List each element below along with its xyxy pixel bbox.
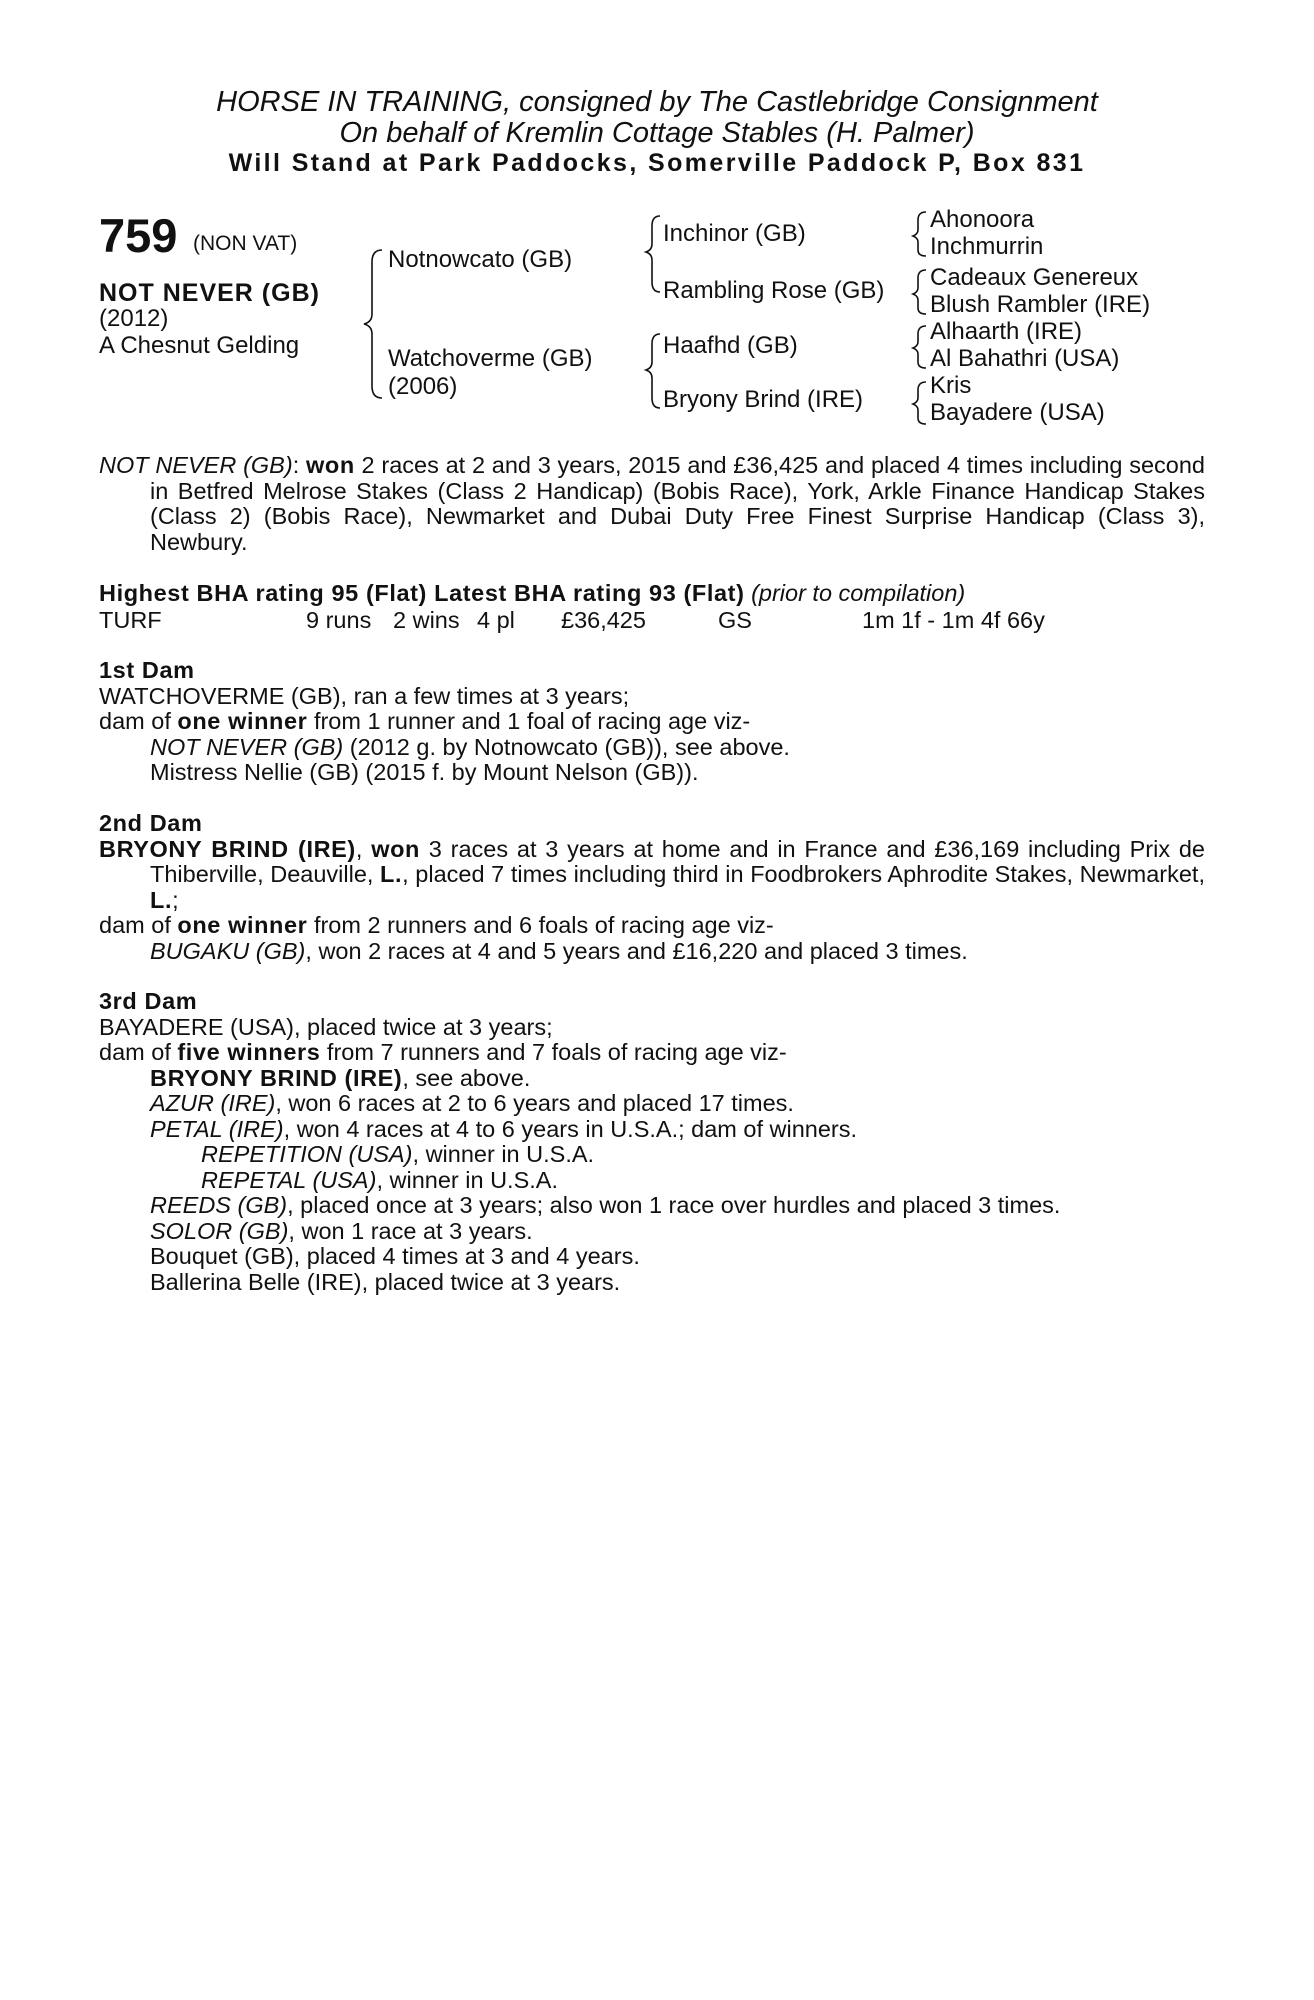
dam-year: (2006) [388, 373, 458, 400]
lot-number: 759 [99, 209, 178, 262]
sire: Notnowcato (GB) [388, 246, 573, 273]
third-dam-produce-3: PETAL (IRE), won 4 races at 4 to 6 years in U.S.A.; dam of winners. [150, 1115, 858, 1142]
stats-surface: TURF [99, 607, 162, 633]
second-dam-section [99, 811, 1205, 964]
pedigree-braces [0, 0, 1314, 440]
stats-wins: 2 wins [393, 607, 460, 633]
third-dam-produce-1: BRYONY BRIND (IRE), see above. [150, 1064, 531, 1091]
third-dam-produce-2: AZUR (IRE), won 6 races at 2 to 6 years and placed 17 times. [150, 1090, 794, 1116]
second-dam-produce-1: BUGAKU (GB), won 2 races at 4 and 5 years and £16,220 and placed 3 times. [150, 937, 968, 964]
third-dam-grandproduce-2: REPETAL (USA), winner in U.S.A. [201, 1166, 558, 1193]
first-dam-produce-1: NOT NEVER (GB) (2012 g. by Notnowcato (GB)), see above. [150, 733, 790, 760]
horse-description: A Chesnut Gelding [99, 332, 300, 359]
first-dam-section [99, 658, 1205, 786]
horse-name: NOT NEVER (GB) [99, 279, 320, 307]
first-dam-produce-2: Mistress Nellie (GB) (2015 f. by Mount Nelson (GB)). [150, 759, 699, 785]
dam-line-brace [646, 334, 660, 408]
third-dam-produce-6: Bouquet (GB), placed 4 times at 3 and 4 years. [150, 1243, 640, 1269]
foaling-year: (2012) [99, 305, 169, 332]
stats-runs: 9 runs [306, 607, 372, 633]
gg-inchmurrin: Inchmurrin [930, 233, 1044, 260]
third-dam-section [99, 989, 1205, 1295]
gg-kris: Kris [930, 372, 972, 399]
rambling-rose-brace [913, 270, 926, 314]
sire-dam: Rambling Rose (GB) [663, 277, 885, 304]
third-dam-produce-7: Ballerina Belle (IRE), placed twice at 3 years. [150, 1268, 621, 1295]
first-dam-line: WATCHOVERME (GB), ran a few times at 3 years; [99, 682, 630, 709]
bha-rating [99, 581, 1205, 607]
sire-line-brace [646, 216, 660, 292]
third-dam-produce-4: REEDS (GB), placed once at 3 years; also won 1 race over hurdles and placed 3 times. [150, 1192, 1061, 1218]
first-dam-produce-line: dam of one winner from 1 runner and 1 foal of racing age viz- [99, 708, 751, 734]
vat-status: (NON VAT) [193, 232, 298, 255]
stats-going: GS [718, 607, 752, 633]
third-dam-title: 3rd Dam [99, 988, 198, 1014]
third-dam-line: BAYADERE (USA), placed twice at 3 years; [99, 1013, 553, 1040]
rating-bold: Highest BHA rating 95 (Flat) Latest BHA rating 93 (Flat) [99, 580, 745, 606]
second-dam-title: 2nd Dam [99, 810, 203, 836]
on-behalf-heading: On behalf of Kremlin Cottage Stables (H. Palmer) [339, 117, 975, 149]
haafhd-brace [913, 326, 926, 368]
second-dam-record: BRYONY BRIND (IRE), won 3 races at 3 years at home and in France and £36,169 including Prix de Thiberville, Deauville, L., placed 7 times including third in Foodbrokers Aphrodite Stakes, Newmarket, L.; [99, 835, 1206, 913]
sire-dam-brace [364, 250, 382, 398]
gg-blush-rambler: Blush Rambler (IRE) [930, 291, 1151, 318]
inchinor-brace [913, 212, 926, 256]
summary-horse-name: NOT NEVER (GB) [99, 452, 293, 478]
gg-ahonoora: Ahonoora [930, 206, 1035, 233]
bryony-brind-brace [913, 382, 926, 424]
sire-sire: Inchinor (GB) [663, 220, 806, 247]
consignor-heading: HORSE IN TRAINING, consigned by The Castlebridge Consignment [216, 86, 1098, 118]
rating-note: (prior to compilation) [751, 580, 966, 606]
third-dam-produce-line: dam of five winners from 7 runners and 7 foals of racing age viz- [99, 1039, 787, 1065]
second-dam-produce-line: dam of one winner from 2 runners and 6 foals of racing age viz- [99, 912, 774, 938]
stats-placed: 4 pl [477, 607, 515, 633]
race-summary: NOT NEVER (GB): won 2 races at 2 and 3 years, 2015 and £36,425 and placed 4 times including second in Betfred Melrose Stakes (Class 2 Handicap) (Bobis Race), York, Arkle Finance Handicap Stakes (Class 2) (Bobis Race), Newmarket and Dubai Duty Free Finest Surprise Handicap (Class 3), Newbury. [99, 452, 1205, 555]
summary-text: 2 races at 2 and 3 years, 2015 and £36,425 and placed 4 times including second in Betfred Melrose Stakes (Class 2 Handicap) (Bobis Race), York, Arkle Finance Handicap Stakes (Class 2) (Bobis Race), Newmarket and Dubai Duty Free Finest Surprise Handicap (Class 3), Newbury. [150, 452, 1205, 555]
stats-distance: 1m 1f - 1m 4f 66y [862, 607, 1045, 633]
gg-alhaarth: Alhaarth (IRE) [930, 318, 1083, 345]
gg-bayadere: Bayadere (USA) [930, 399, 1105, 426]
summary-won: won [305, 452, 355, 478]
gg-al-bahathri: Al Bahathri (USA) [930, 345, 1120, 372]
third-dam-produce-5: SOLOR (GB), won 1 race at 3 years. [150, 1217, 533, 1244]
first-dam-title: 1st Dam [99, 657, 195, 683]
stand-location-heading: Will Stand at Park Paddocks, Somerville Paddock P, Box 831 [228, 149, 1086, 177]
dam-sire: Haafhd (GB) [663, 332, 798, 359]
third-dam-grandproduce-1: REPETITION (USA), winner in U.S.A. [201, 1141, 595, 1167]
dam-dam: Bryony Brind (IRE) [663, 386, 864, 413]
gg-cadeaux-genereux: Cadeaux Genereux [930, 264, 1139, 291]
dam: Watchoverme (GB) [388, 345, 593, 372]
stats-earnings: £36,425 [561, 607, 646, 633]
